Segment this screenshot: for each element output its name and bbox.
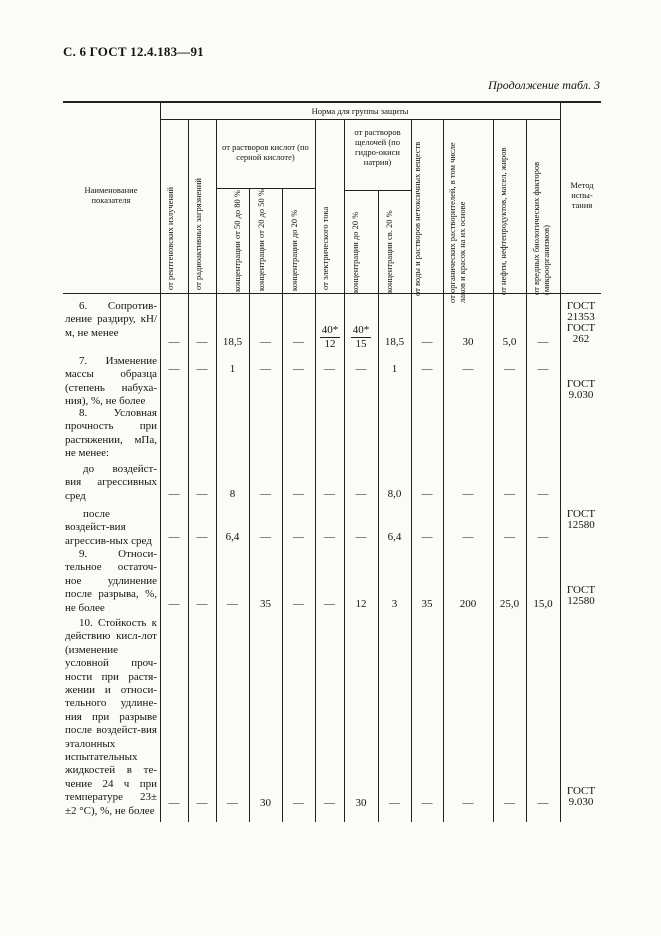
row-label: 6. Сопротив-ление раздиру, кН/м, не менее: [65, 300, 157, 339]
table-cell: —: [196, 488, 208, 500]
table-cell: —: [504, 363, 515, 375]
table-cell: —: [293, 531, 304, 543]
table-cell: —: [324, 797, 335, 809]
table-cell: —: [389, 797, 400, 809]
col-divider: [493, 120, 494, 822]
table-cell: —: [168, 336, 180, 348]
table-cell: 8,0: [387, 488, 402, 500]
table-cell: 30: [260, 797, 271, 809]
table-cell: 18,5: [222, 336, 243, 348]
table-cell: 30: [462, 336, 474, 348]
table-cell: 25,0: [499, 598, 520, 610]
fraction-numerator: 40*: [321, 324, 339, 336]
row-label: 8. Условная прочность при растяжении, мПа, не менее:: [65, 407, 157, 460]
norm-group-rule: [160, 119, 560, 120]
col-header-current: от электрического тока: [320, 206, 330, 290]
table-cell: —: [260, 363, 271, 375]
table-cell: 3: [391, 598, 398, 610]
table-cell: —: [355, 531, 367, 543]
col-header-acid-50-80: концентрации от 50 до 80 %: [232, 190, 242, 292]
table-cell: 1: [391, 363, 398, 375]
table-cell: —: [260, 531, 271, 543]
table-cell: —: [504, 797, 515, 809]
table-cell: 5,0: [502, 336, 517, 348]
table-cell: —: [537, 488, 549, 500]
col-header-oil: от нефти, нефтепродуктов, масел, жиров: [498, 147, 508, 295]
table-cell: 1: [229, 363, 236, 375]
table-cell: —: [462, 531, 474, 543]
table-cell: —: [537, 363, 549, 375]
table-cell: —: [196, 363, 208, 375]
col-header-bio: от вредных биологических факторов (микроорганизмов): [531, 161, 551, 295]
table-cell: —: [421, 531, 433, 543]
table-cell: —: [462, 488, 474, 500]
row-label: до воздейст-вия агрессивных сред: [65, 463, 157, 502]
method-column-header: Метод испы-тания: [570, 180, 594, 210]
name-column-header: Наименование показателя: [84, 185, 138, 205]
col-divider: [188, 120, 189, 822]
col-divider: [216, 120, 217, 822]
table-cell: —: [196, 797, 208, 809]
table-cell: —: [293, 336, 304, 348]
col-divider: [443, 120, 444, 822]
table-cell: —: [462, 797, 474, 809]
col-header-alk-20: концентрации до 20 %: [350, 211, 360, 293]
table-continuation-note: Продолжение табл. 3: [488, 78, 600, 92]
table-cell: —: [537, 797, 549, 809]
table-cell: —: [537, 336, 549, 348]
table-cell: —: [421, 363, 433, 375]
alkali-group-header: от растворов щелочей (по гидро-окиси натрия): [354, 127, 401, 167]
table-cell: 12: [355, 598, 367, 610]
table-cell: —: [196, 531, 208, 543]
col-header-alk-over20: концентрации св. 20 %: [384, 210, 394, 293]
table-cell: —: [293, 363, 304, 375]
acids-group-header: от растворов кислот (по серной кислоте): [222, 142, 309, 162]
table-cell: —: [421, 797, 433, 809]
table-cell: —: [324, 488, 335, 500]
row-label: 7. Изменение массы образца (степень набуха-ния), %, не более: [65, 355, 157, 408]
table-cell: 15,0: [533, 598, 553, 610]
table-cell: 30: [355, 797, 367, 809]
col-divider: [378, 191, 379, 822]
table-cell: —: [260, 488, 271, 500]
test-method: ГОСТ 12580: [566, 508, 596, 531]
fraction-value: [351, 324, 371, 351]
table-cell: —: [462, 363, 474, 375]
page-header: С. 6 ГОСТ 12.4.183—91: [63, 44, 204, 59]
test-method: ГОСТ 9.030: [566, 378, 596, 401]
col-divider: [160, 102, 161, 822]
table-cell: —: [421, 336, 433, 348]
table-cell: —: [421, 488, 433, 500]
fraction-value: [320, 324, 340, 351]
test-method: ГОСТ 9.030: [566, 785, 596, 808]
col-divider: [526, 120, 527, 822]
col-divider: [344, 120, 345, 822]
col-header-organic: от органических растворителей, в том числе лаков и красок на их основе: [447, 142, 467, 303]
table-cell: —: [168, 488, 180, 500]
table-cell: 18,5: [384, 336, 405, 348]
col-header-water: от воды и растворов нетоксичных веществ: [412, 141, 422, 296]
table-cell: —: [355, 363, 367, 375]
col-divider: [315, 120, 316, 822]
table-cell: —: [260, 336, 271, 348]
col-header-acid-20: концентрации до 20 %: [289, 209, 299, 291]
fraction-numerator: 40*: [352, 324, 370, 336]
col-header-radio: от радиоактивных загрязнений: [193, 178, 203, 290]
fraction-denominator: 12: [324, 338, 336, 350]
table-cell: —: [293, 598, 304, 610]
row-label: 10. Стойкость к действию кисл-лот (изменение условной проч-ности при растя-жении и относи-тельного удлине-ния при разрыве после воздейст-вия эталонных испытательных жидкостей в те-чение 24 ч при температуре 23± ±2 °С), %, не более: [65, 617, 157, 817]
table-cell: —: [227, 598, 238, 610]
table-cell: —: [196, 598, 208, 610]
col-divider: [282, 189, 283, 822]
row-label: после воздейст-вия агрессив-ных сред: [65, 508, 152, 547]
fraction-denominator: 15: [355, 338, 367, 350]
table-cell: —: [324, 531, 335, 543]
table-cell: —: [504, 488, 515, 500]
table-cell: —: [227, 797, 238, 809]
table-cell: —: [504, 531, 515, 543]
table-cell: —: [293, 488, 304, 500]
table-cell: 6,4: [387, 531, 402, 543]
table-cell: 35: [421, 598, 433, 610]
table-cell: —: [293, 797, 304, 809]
table-cell: 200: [459, 598, 477, 610]
table-cell: 35: [260, 598, 271, 610]
header-bottom-rule: [63, 293, 601, 294]
table-cell: —: [168, 598, 180, 610]
table-cell: —: [168, 797, 180, 809]
row-label: 9. Относи-тельное остаточ-ное удлинение после разрыва, %, не более: [65, 548, 157, 614]
test-method: ГОСТ 12580: [566, 584, 596, 607]
test-method: ГОСТ 21353 ГОСТ 262: [566, 300, 596, 345]
table-cell: —: [324, 363, 335, 375]
col-header-acid-20-50: концентрации от 20 до 50 %: [256, 189, 266, 291]
table-cell: —: [537, 531, 549, 543]
table-cell: —: [168, 363, 180, 375]
col-divider: [560, 102, 561, 822]
table-cell: —: [168, 531, 180, 543]
table-cell: 8: [229, 488, 236, 500]
table-cell: 6,4: [225, 531, 240, 543]
col-header-xray: от рентгеновских излучений: [165, 186, 175, 290]
table-cell: —: [196, 336, 208, 348]
table-top-rule: [63, 101, 601, 103]
norm-group-header: Норма для группы защиты: [311, 106, 409, 116]
table-cell: —: [355, 488, 367, 500]
table-cell: —: [324, 598, 335, 610]
